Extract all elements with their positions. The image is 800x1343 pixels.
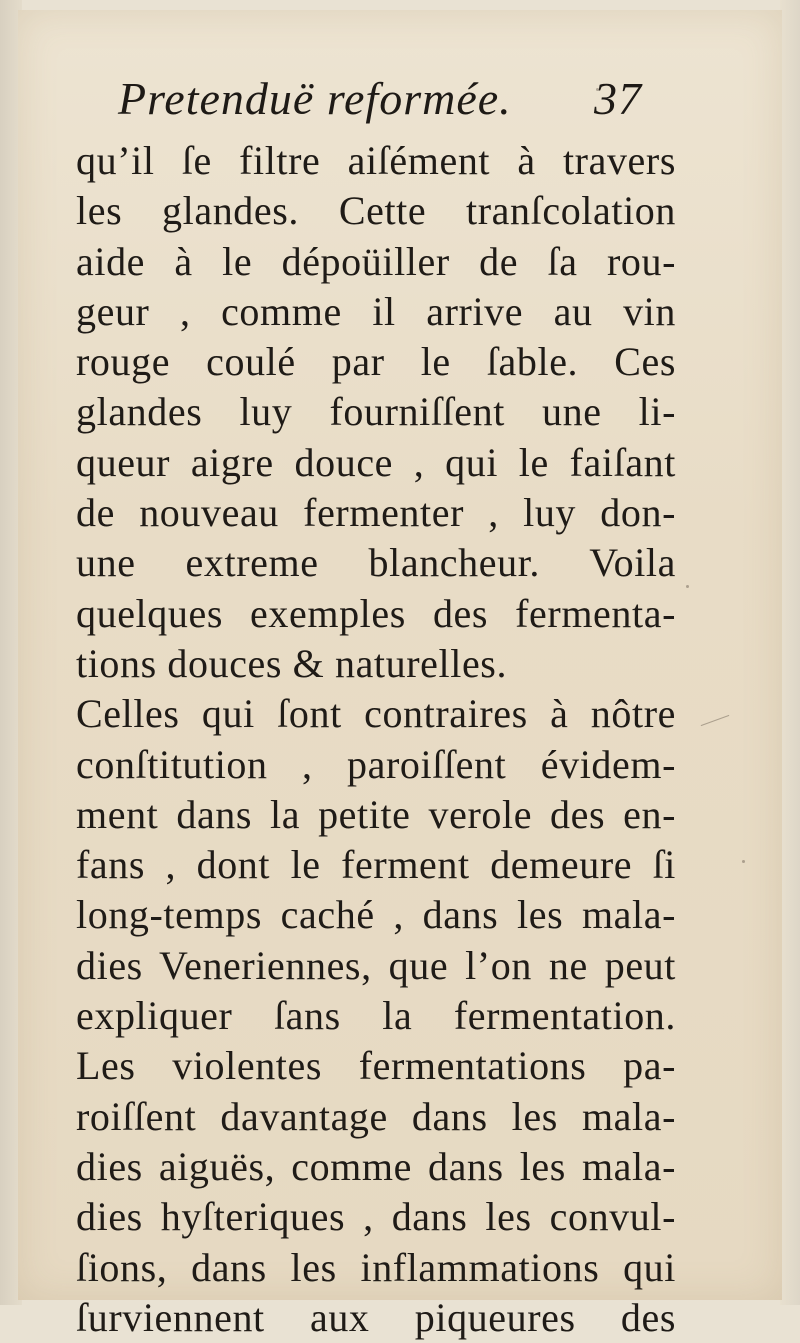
- paper-speck: [742, 860, 745, 863]
- text-line: qu’il ſe filtre aiſément à travers: [76, 138, 676, 183]
- paper-speck: [596, 88, 599, 91]
- page-edge-right: [780, 0, 800, 1305]
- text-line: geur , comme il arrive au vin: [76, 288, 676, 334]
- text-line: fans , dont le ferment demeure ſi: [76, 842, 676, 888]
- text-line: Celles qui ſont contraires à nôtre: [76, 691, 676, 737]
- text-line: de nouveau fermenter , luy don-: [76, 490, 676, 536]
- text-line: aide à le dépoüiller de ſa rou-: [76, 238, 676, 284]
- text-line: dies Veneriennes, que l’on ne peut: [76, 942, 676, 988]
- running-head: [118, 72, 678, 132]
- text-line: tions douces & naturelles.: [76, 640, 508, 686]
- body-text: [76, 136, 676, 1343]
- text-line: expliquer ſans la fermentation.: [76, 993, 676, 1039]
- text-line: ment dans la petite verole des en-: [76, 791, 676, 837]
- text-line: rouge coulé par le ſable. Ces: [76, 339, 676, 385]
- text-line: roiſſent davantage dans les mala-: [76, 1093, 676, 1139]
- text-line: conſtitution , paroiſſent évidem-: [76, 741, 676, 787]
- text-line: glandes luy fourniſſent une li-: [76, 389, 676, 435]
- text-line: queur aigre douce , qui le faiſant: [76, 439, 676, 485]
- text-line: Les violentes fermentations pa-: [76, 1043, 676, 1089]
- text-line: long-temps caché , dans les mala-: [76, 892, 676, 938]
- text-line: dies hyſteriques , dans les convul-: [76, 1194, 676, 1240]
- page-number: 37: [594, 73, 642, 124]
- text-line: dies aiguës, comme dans les mala-: [76, 1143, 676, 1189]
- text-line: une extreme blancheur. Voila: [76, 540, 676, 586]
- text-line: ſurviennent aux piqueures des: [76, 1294, 676, 1340]
- text-line: ſions, dans les inflammations qui: [76, 1244, 676, 1290]
- text-line: quelques exemples des fermenta-: [76, 590, 676, 636]
- text-line: les glandes. Cette tranſcolation: [76, 188, 676, 234]
- paper-speck: [686, 585, 689, 588]
- running-head-title: Pretenduë reformée.: [118, 73, 512, 124]
